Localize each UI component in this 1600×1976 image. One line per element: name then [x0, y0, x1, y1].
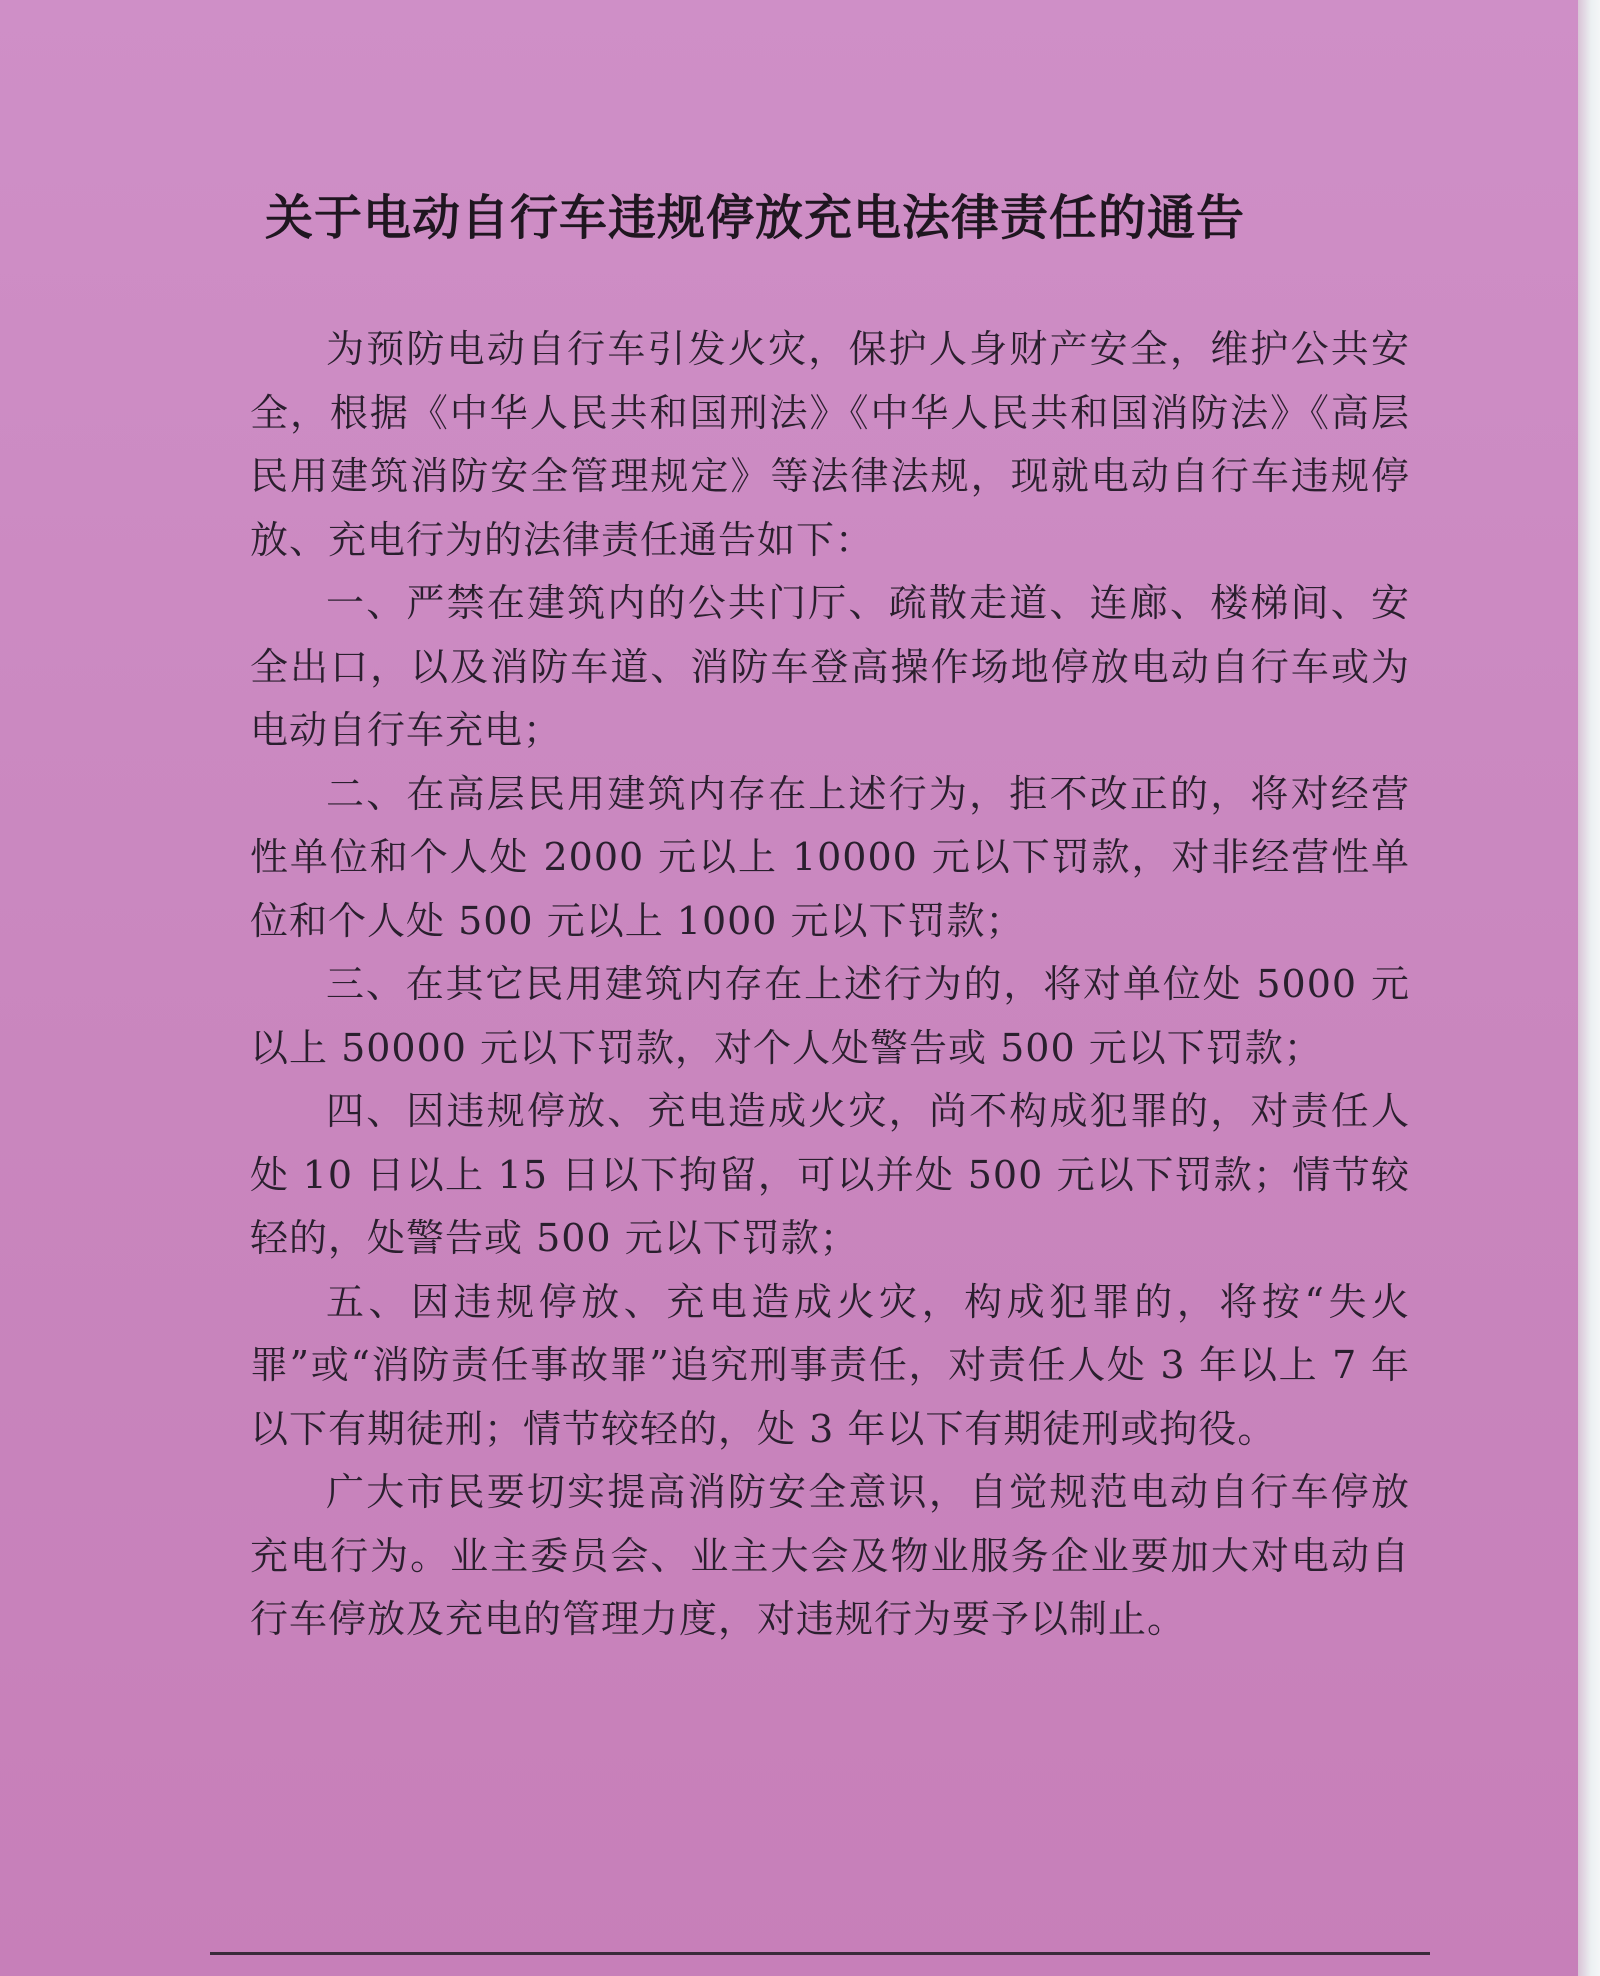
footer-divider	[210, 1952, 1430, 1955]
paragraph-item-2: 二、在高层民用建筑内存在上述行为，拒不改正的，将对经营性单位和个人处 2000 元以上 10000 元以下罚款，对非经营性单位和个人处 500 元以上 1000 元以下罚款；	[250, 771, 1410, 943]
paper-edge	[1578, 0, 1600, 1976]
paragraph-item-5: 五、因违规停放、充电造成火灾，构成犯罪的，将按“失火罪”或“消防责任事故罪”追究刑事责任，对责任人处 3 年以上 7 年以下有期徒刑；情节较轻的，处 3 年以下有期徒刑或拘役。	[250, 1279, 1410, 1451]
paragraph-intro: 为预防电动自行车引发火灾，保护人身财产安全，维护公共安全，根据《中华人民共和国刑法》《中华人民共和国消防法》《高层民用建筑消防安全管理规定》等法律法规，现就电动自行车违规停放、充电行为的法律责任通告如下：	[250, 327, 1410, 562]
notice-body	[250, 318, 1410, 1652]
paragraph-closing: 广大市民要切实提高消防安全意识，自觉规范电动自行车停放充电行为。业主委员会、业主大会及物业服务企业要加大对电动自行车停放及充电的管理力度，对违规行为要予以制止。	[250, 1470, 1410, 1641]
paragraph-item-3: 三、在其它民用建筑内存在上述行为的，将对单位处 5000 元以上 50000 元以下罚款，对个人处警告或 500 元以下罚款；	[250, 962, 1410, 1070]
notice-title: 关于电动自行车违规停放充电法律责任的通告	[265, 190, 1246, 246]
paragraph-item-4: 四、因违规停放、充电造成火灾，尚不构成犯罪的，对责任人处 10 日以上 15 日以下拘留，可以并处 500 元以下罚款；情节较轻的，处警告或 500 元以下罚款；	[250, 1089, 1410, 1260]
paragraph-item-1: 一、严禁在建筑内的公共门厅、疏散走道、连廊、楼梯间、安全出口，以及消防车道、消防车登高操作场地停放电动自行车或为电动自行车充电；	[250, 581, 1410, 752]
